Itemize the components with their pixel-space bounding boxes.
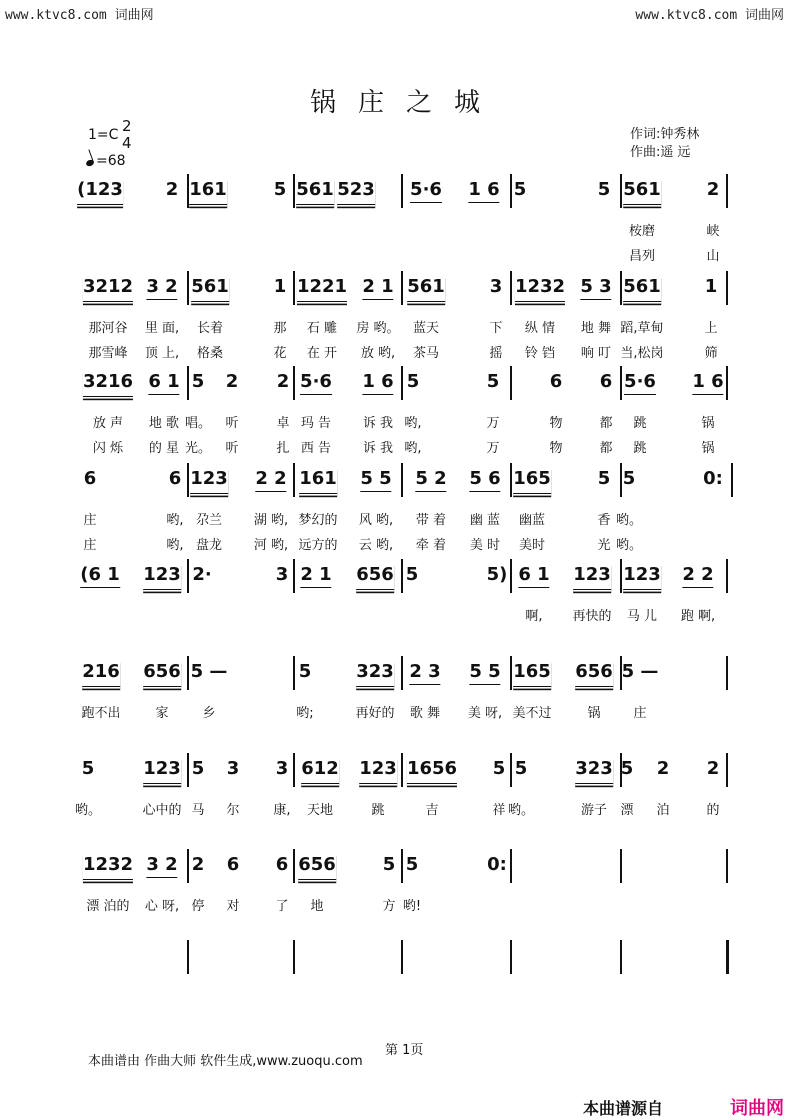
barline xyxy=(187,849,189,883)
lyric-syllable: 乡 xyxy=(202,706,216,721)
note-group: 1 xyxy=(273,276,287,297)
lyric-syllable: 都 xyxy=(599,416,613,431)
lyric-syllable: 祥 xyxy=(492,803,506,818)
note-group: 161 xyxy=(299,467,337,494)
note-group: 5 — xyxy=(621,661,659,682)
barline xyxy=(187,753,189,787)
note-group: 165 xyxy=(513,660,551,687)
lyric-syllable: 放 声 xyxy=(92,416,124,431)
lyric-syllable: 跑 啊, xyxy=(680,609,716,624)
note-group: 6 xyxy=(549,371,563,392)
note-group: 5·6 xyxy=(410,178,442,203)
lyric-syllable: 地 xyxy=(310,899,324,914)
barline xyxy=(620,366,622,400)
note-group: 0: xyxy=(703,468,723,489)
note-group: 5 xyxy=(81,758,95,779)
lyric-syllable: 西 告 xyxy=(300,441,332,456)
barline xyxy=(620,174,622,208)
lyric-syllable: 那 xyxy=(273,321,287,336)
lyric-syllable: 漂 泊的 xyxy=(86,899,130,914)
lyric-syllable: 再快的 xyxy=(572,609,612,624)
lyric-syllable: 的 星 xyxy=(148,441,180,456)
lyric-syllable: 蹈,草甸 xyxy=(620,321,664,336)
barline xyxy=(726,753,728,787)
lyric-syllable: 香 xyxy=(597,513,611,528)
note-group: 6 1 xyxy=(518,563,549,588)
note-group: (123 xyxy=(77,178,123,205)
note-group: 5 xyxy=(273,179,287,200)
note-group: 6 xyxy=(168,468,182,489)
note-group: 123 xyxy=(359,757,397,784)
note-group: 656 xyxy=(356,563,394,590)
barline xyxy=(731,463,733,497)
note-group: 1656 xyxy=(407,757,457,784)
lyric-syllable: 方 xyxy=(382,899,396,914)
note-group: 6 xyxy=(599,371,613,392)
tempo-marking xyxy=(86,153,126,169)
barline xyxy=(401,753,403,787)
barline xyxy=(510,849,512,883)
lyric-syllable: 的 xyxy=(706,803,720,818)
lyric-syllable: 盘龙 xyxy=(195,538,223,553)
lyric-syllable: 诉 我 xyxy=(362,416,394,431)
lyric-syllable: 筛 xyxy=(704,346,718,361)
lyric-syllable: 哟! xyxy=(402,899,422,914)
lyric-syllable: 湖 哟, xyxy=(253,513,289,528)
lyric-syllable: 在 开 xyxy=(306,346,338,361)
lyric-syllable: 幽 蓝 xyxy=(469,513,501,528)
note-group: 1232 xyxy=(83,853,133,880)
note-group: 5 xyxy=(382,854,396,875)
lyric-syllable: 地 舞 xyxy=(580,321,612,336)
note-group: 6 xyxy=(83,468,97,489)
song-title: 锅庄之城 xyxy=(309,88,502,118)
note-group: 5 5 xyxy=(360,467,391,492)
note-group: 5·6 xyxy=(624,370,656,395)
barline xyxy=(187,559,189,593)
time-signature-top: 2 xyxy=(122,117,132,135)
note-group: 2 xyxy=(276,371,290,392)
barline xyxy=(401,940,403,974)
note-group: 1221 xyxy=(297,275,347,302)
lyric-syllable: 美不过 xyxy=(512,706,552,721)
note-group: 1 6 xyxy=(468,178,499,203)
barline xyxy=(187,366,189,400)
lyric-syllable: 地 歌 xyxy=(148,416,180,431)
lyric-syllable: 幽蓝 xyxy=(518,513,546,528)
lyric-syllable: 马 儿 xyxy=(626,609,658,624)
lyric-syllable: 哟, xyxy=(404,416,422,431)
barline xyxy=(293,366,295,400)
note-group: 3 xyxy=(489,276,503,297)
lyric-syllable: 物 xyxy=(549,441,563,456)
note-group: 2 xyxy=(191,854,205,875)
lyric-syllable: 花 xyxy=(273,346,287,361)
lyric-syllable: 跳 xyxy=(633,416,647,431)
source-logo: 词曲网 xyxy=(730,1098,784,1119)
barline xyxy=(293,849,295,883)
barline xyxy=(293,271,295,305)
note-group: 5·6 xyxy=(300,370,332,395)
source-label: 本曲谱源自 xyxy=(583,1099,664,1118)
barline xyxy=(293,753,295,787)
note-group: 5 xyxy=(514,758,528,779)
lyric-syllable: 游子 xyxy=(580,803,608,818)
barline xyxy=(187,940,189,974)
note-group: 123 xyxy=(623,563,661,590)
note-group: 5 xyxy=(406,371,420,392)
lyric-syllable: 唱。 xyxy=(184,416,212,431)
barline xyxy=(726,174,728,208)
lyric-syllable: 铃 铛 xyxy=(524,346,556,361)
note-group: 5 5 xyxy=(469,660,500,685)
barline xyxy=(510,271,512,305)
note-group: 323 xyxy=(356,660,394,687)
lyric-syllable: 哟。 xyxy=(74,803,102,818)
lyric-syllable: 诉 我 xyxy=(362,441,394,456)
lyric-syllable: 哟, xyxy=(404,441,422,456)
note-group: 5 xyxy=(486,371,500,392)
note-group: 323 xyxy=(575,757,613,784)
note-group: 3 2 xyxy=(146,275,177,300)
barline xyxy=(401,271,403,305)
time-signature xyxy=(122,118,132,152)
note-group: 612 xyxy=(301,757,339,784)
barline xyxy=(187,271,189,305)
barline xyxy=(510,559,512,593)
note-group: 3 2 xyxy=(146,853,177,878)
lyric-syllable: 河 哟, xyxy=(253,538,289,553)
page-number: 第 1页 xyxy=(385,1043,424,1058)
note-group: 2· xyxy=(192,564,212,585)
barline xyxy=(293,940,295,974)
lyric-syllable: 跑不出 xyxy=(81,706,121,721)
note-group: 165 xyxy=(513,467,551,494)
barline xyxy=(510,174,512,208)
note-group: 6 xyxy=(226,854,240,875)
note-group: 561 xyxy=(407,275,445,302)
lyric-syllable: 锅 xyxy=(701,441,715,456)
lyric-syllable: 扎 xyxy=(276,441,290,456)
note-group: 2 xyxy=(165,179,179,200)
note-group: (6 1 xyxy=(80,563,120,588)
lyric-syllable: 跳 xyxy=(371,803,385,818)
note-group: 5 3 xyxy=(580,275,611,300)
lyric-syllable: 都 xyxy=(599,441,613,456)
note-group: 5 xyxy=(405,854,419,875)
footer-credit: 本曲谱由 作曲大师 软件生成,www.zuoqu.com xyxy=(88,1054,363,1069)
barline xyxy=(401,463,403,497)
lyric-syllable: 泊 xyxy=(656,803,670,818)
barline xyxy=(293,559,295,593)
lyric-syllable: 康, xyxy=(273,803,291,818)
note-group: 1 6 xyxy=(692,370,723,395)
lyric-syllable: 峡 xyxy=(706,224,720,239)
quarter-note-icon xyxy=(85,159,95,167)
note-group: 2 xyxy=(706,179,720,200)
note-group: 523 xyxy=(337,178,375,205)
barline xyxy=(401,174,403,208)
lyric-syllable: 当,松岗 xyxy=(620,346,664,361)
note-group: 2 1 xyxy=(300,563,331,588)
barline xyxy=(293,463,295,497)
barline xyxy=(293,656,295,690)
note-group: 3 xyxy=(275,564,289,585)
barline xyxy=(620,559,622,593)
lyric-syllable: 远方的 xyxy=(298,538,338,553)
lyric-syllable: 带 着 xyxy=(415,513,447,528)
lyric-syllable: 美 时 xyxy=(469,538,501,553)
lyric-syllable: 哟。 xyxy=(615,538,643,553)
lyric-syllable: 闪 烁 xyxy=(92,441,124,456)
lyric-syllable: 玛 告 xyxy=(300,416,332,431)
lyric-syllable: 那雪峰 xyxy=(88,346,128,361)
lyric-syllable: 哟。 xyxy=(507,803,535,818)
note-group: 5 xyxy=(622,468,636,489)
note-group: 6 1 xyxy=(148,370,179,395)
lyric-syllable: 哟。 xyxy=(615,513,643,528)
barline xyxy=(510,366,512,400)
lyric-syllable: 牵 着 xyxy=(415,538,447,553)
note-group: 5 xyxy=(513,179,527,200)
barline xyxy=(620,849,622,883)
lyric-syllable: 桉磨 xyxy=(628,224,656,239)
note-group: 561 xyxy=(296,178,334,205)
lyric-syllable: 光 xyxy=(597,538,611,553)
note-group: 123 xyxy=(143,757,181,784)
lyric-syllable: 顶 上, xyxy=(144,346,180,361)
note-group: 5 xyxy=(597,468,611,489)
barline xyxy=(620,940,622,974)
note-group: 1 xyxy=(704,276,718,297)
lyric-syllable: 下 xyxy=(489,321,503,336)
note-group: 123 xyxy=(143,563,181,590)
note-group: 3 xyxy=(226,758,240,779)
note-group: 5 2 xyxy=(415,467,446,492)
barline xyxy=(510,940,512,974)
lyric-syllable: 放 哟, xyxy=(360,346,396,361)
note-group: 5 xyxy=(492,758,506,779)
lyric-syllable: 尕兰 xyxy=(195,513,223,528)
lyric-syllable: 茶马 xyxy=(412,346,440,361)
note-group: 5 xyxy=(298,661,312,682)
lyric-syllable: 纵 情 xyxy=(524,321,556,336)
barline xyxy=(187,656,189,690)
note-group: 2 2 xyxy=(255,467,286,492)
lyric-syllable: 房 哟。 xyxy=(356,321,400,336)
lyric-syllable: 心 呀, xyxy=(144,899,180,914)
lyric-syllable: 哟, xyxy=(166,538,184,553)
lyric-syllable: 山 xyxy=(706,249,720,264)
lyric-syllable: 庄 xyxy=(83,538,97,553)
lyric-syllable: 漂 xyxy=(620,803,634,818)
lyric-syllable: 里 面, xyxy=(144,321,180,336)
note-group: 123 xyxy=(190,467,228,494)
lyric-syllable: 停 xyxy=(191,899,205,914)
lyric-syllable: 摇 xyxy=(489,346,503,361)
lyric-syllable: 响 叮 xyxy=(580,346,612,361)
note-group: 2 3 xyxy=(409,660,440,685)
lyric-syllable: 啊, xyxy=(525,609,543,624)
composer: 作曲:遥 远 xyxy=(630,145,691,160)
note-group: 2 2 xyxy=(682,563,713,588)
note-group: 1232 xyxy=(515,275,565,302)
note-group: 2 xyxy=(656,758,670,779)
note-group: 5 xyxy=(191,371,205,392)
watermark-left: www.ktvc8.com 词曲网 xyxy=(5,8,154,23)
note-group: 3212 xyxy=(83,275,133,302)
barline xyxy=(726,849,728,883)
note-group: 2 xyxy=(225,371,239,392)
note-group: 123 xyxy=(573,563,611,590)
note-group: 5 6 xyxy=(469,467,500,492)
lyric-syllable: 了 xyxy=(275,899,289,914)
note-group: 5) xyxy=(486,564,508,585)
barline xyxy=(620,271,622,305)
tempo-value: =68 xyxy=(96,153,126,169)
lyric-syllable: 万 xyxy=(486,441,500,456)
key-signature: 1=C xyxy=(88,127,119,143)
note-group: 6 xyxy=(275,854,289,875)
barline xyxy=(510,463,512,497)
lyric-syllable: 蓝天 xyxy=(412,321,440,336)
barline xyxy=(187,463,189,497)
lyric-syllable: 美时 xyxy=(518,538,546,553)
time-signature-bottom: 4 xyxy=(122,134,132,152)
barline xyxy=(401,366,403,400)
lyric-syllable: 吉 xyxy=(425,803,439,818)
lyric-syllable: 尔 xyxy=(226,803,240,818)
barline xyxy=(401,656,403,690)
note-group: 5 xyxy=(620,758,634,779)
note-group: 2 1 xyxy=(362,275,393,300)
lyric-syllable: 歌 舞 xyxy=(409,706,441,721)
barline xyxy=(726,271,728,305)
note-group: 5 xyxy=(597,179,611,200)
lyric-syllable: 心中的 xyxy=(142,803,182,818)
note-group: 561 xyxy=(623,275,661,302)
note-group: 5 xyxy=(405,564,419,585)
barline xyxy=(510,656,512,690)
note-group: 0: xyxy=(487,854,507,875)
lyric-syllable: 光。 xyxy=(184,441,212,456)
lyric-syllable: 听 xyxy=(225,441,239,456)
lyric-syllable: 云 哟, xyxy=(358,538,394,553)
lyric-syllable: 梦幻的 xyxy=(298,513,338,528)
note-group: 656 xyxy=(575,660,613,687)
lyric-syllable: 那河谷 xyxy=(88,321,128,336)
lyric-syllable: 跳 xyxy=(633,441,647,456)
barline xyxy=(401,559,403,593)
lyric-syllable: 天地 xyxy=(306,803,334,818)
lyric-syllable: 锅 xyxy=(587,706,601,721)
note-group: 161 xyxy=(189,178,227,205)
barline xyxy=(293,174,295,208)
note-group: 5 xyxy=(191,758,205,779)
lyric-syllable: 卓 xyxy=(276,416,290,431)
note-group: 216 xyxy=(82,660,120,687)
lyric-syllable: 风 哟, xyxy=(358,513,394,528)
note-group: 3 xyxy=(275,758,289,779)
lyric-syllable: 马 xyxy=(191,803,205,818)
note-group: 561 xyxy=(623,178,661,205)
lyric-syllable: 昌列 xyxy=(628,249,656,264)
lyric-syllable: 对 xyxy=(226,899,240,914)
barline xyxy=(401,849,403,883)
lyric-syllable: 哟; xyxy=(296,706,314,721)
lyric-syllable: 哟, xyxy=(166,513,184,528)
note-group: 561 xyxy=(191,275,229,302)
note-group: 656 xyxy=(298,853,336,880)
lyric-syllable: 万 xyxy=(486,416,500,431)
barline xyxy=(726,940,729,974)
barline xyxy=(620,463,622,497)
note-group: 3216 xyxy=(83,370,133,397)
note-group: 2 xyxy=(706,758,720,779)
lyric-syllable: 长着 xyxy=(196,321,224,336)
lyric-syllable: 物 xyxy=(549,416,563,431)
lyric-syllable: 庄 xyxy=(83,513,97,528)
barline xyxy=(726,656,728,690)
note-group: 1 6 xyxy=(362,370,393,395)
lyric-syllable: 锅 xyxy=(701,416,715,431)
barline xyxy=(510,753,512,787)
note-group: 656 xyxy=(143,660,181,687)
lyric-syllable: 再好的 xyxy=(355,706,395,721)
watermark-right: www.ktvc8.com 词曲网 xyxy=(635,8,784,23)
lyric-syllable: 上 xyxy=(704,321,718,336)
lyric-syllable: 家 xyxy=(155,706,169,721)
lyric-syllable: 石 雕 xyxy=(306,321,338,336)
barline xyxy=(726,366,728,400)
lyricist: 作词:钟秀林 xyxy=(630,127,700,142)
credits xyxy=(630,126,699,162)
lyric-syllable: 美 呀, xyxy=(467,706,503,721)
barline xyxy=(726,559,728,593)
lyric-syllable: 听 xyxy=(225,416,239,431)
note-group: 5 — xyxy=(190,661,228,682)
lyric-syllable: 庄 xyxy=(633,706,647,721)
lyric-syllable: 格桑 xyxy=(196,346,224,361)
